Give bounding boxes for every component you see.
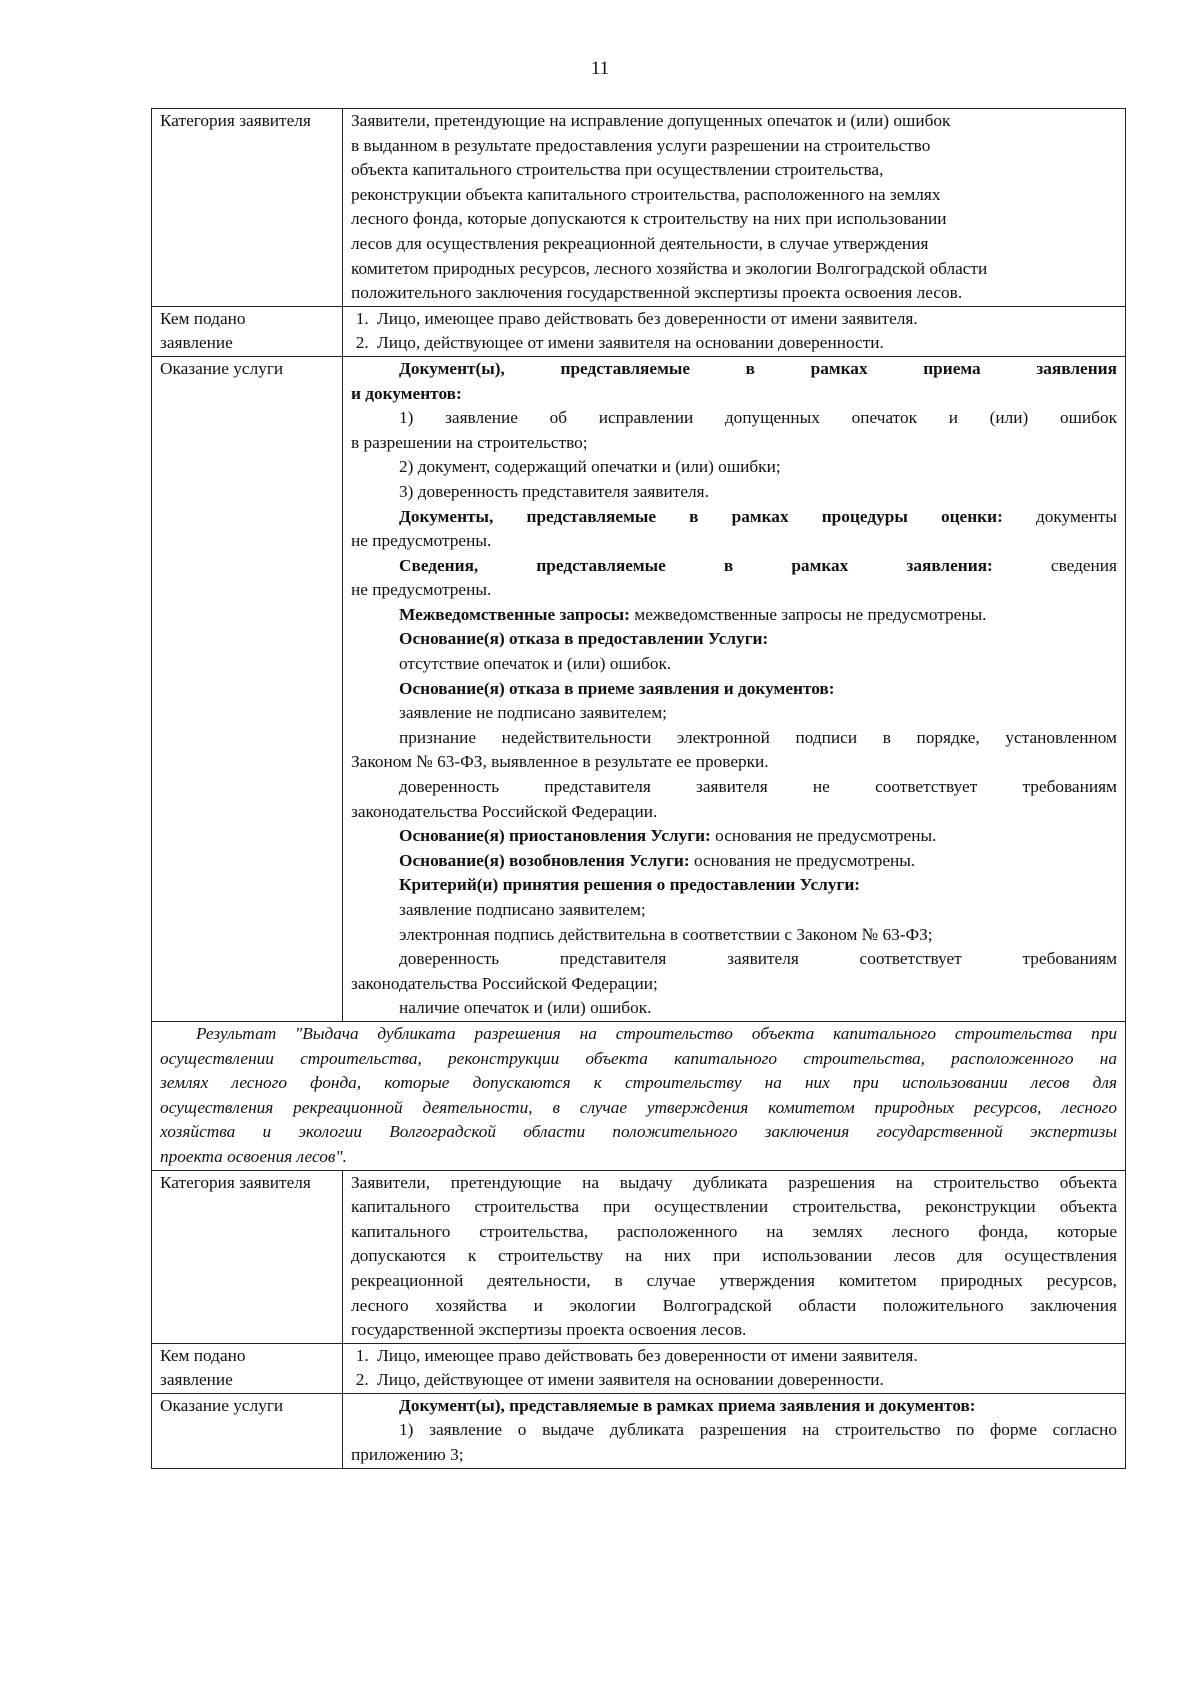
result-line: осуществлении строительства, реконструкции объекта капитального строительства, расположенного на	[160, 1048, 1117, 1068]
text-line: Заявители, претендующие на выдачу дубликата разрешения на строительство объекта	[351, 1172, 1117, 1192]
interdept-line	[351, 603, 1117, 628]
text-line: лесов для осуществления рекреационной деятельности, в случае утверждения	[351, 233, 929, 253]
page-number: 11	[590, 58, 610, 79]
category-text	[343, 109, 1126, 307]
info-text-cont: не предусмотрены.	[351, 580, 492, 600]
submitter-ol	[351, 1344, 1117, 1393]
suspend-text: основания не предусмотрены.	[715, 826, 937, 846]
interdept-heading: Межведомственные запросы:	[399, 604, 630, 624]
result-line: осуществления рекреационной деятельности, в случае утверждения комитетом природных ресурсов, лесного	[160, 1097, 1117, 1117]
refusal-accept-item-cont: Законом № 63-ФЗ, выявленное в результате ее проверки.	[351, 752, 769, 772]
refusal-accept-item: заявление не подписано заявителем;	[399, 703, 667, 723]
list-item: 1. Лицо, имеющее право действовать без доверенности от имени заявителя.	[373, 307, 1117, 332]
table-row	[152, 109, 1126, 307]
label-line: Кем подано	[160, 1345, 246, 1365]
table-row	[152, 1343, 1126, 1393]
refusal-service-heading: Основание(я) отказа в предоставлении Услуги:	[399, 629, 769, 649]
table-row	[152, 1170, 1126, 1343]
result-line: Результат "Выдача дубликата разрешения на строительство объекта капитального строительства при	[196, 1023, 1117, 1043]
doc-item: 1) заявление об исправлении допущенных опечаток и (или) ошибок	[399, 408, 1117, 428]
text-line: капитального строительства, расположенного на землях лесного фонда, которые	[351, 1221, 1117, 1241]
result-line: землях лесного фонда, которые допускаются к строительству на них при использовании лесов для	[160, 1073, 1117, 1093]
eval-line	[351, 505, 1117, 530]
criteria-item: доверенность представителя заявителя соответствует требованиям	[399, 949, 1117, 969]
submitter-list	[343, 1343, 1126, 1393]
eval-heading: Документы, представляемые в рамках процедуры оценки:	[399, 506, 1003, 526]
doc-item-cont: приложению 3;	[351, 1445, 464, 1465]
criteria-item: электронная подпись действительна в соответствии с Законом № 63-ФЗ;	[399, 924, 933, 944]
text-line: Заявители, претендующие на исправление допущенных опечаток и (или) ошибок	[351, 111, 951, 130]
doc-item-cont: в разрешении на строительство;	[351, 432, 588, 452]
text-line: в выданном в результате предоставления услуги разрешении на строительство	[351, 135, 931, 155]
criteria-heading: Критерий(и) принятия решения о предоставлении Услуги:	[399, 875, 861, 895]
criteria-item-cont: законодательства Российской Федерации;	[351, 973, 658, 993]
resume-text: основания не предусмотрены.	[693, 850, 916, 870]
text-line: допускаются к строительству на них при использовании лесов для осуществления	[351, 1246, 1117, 1266]
interdept-text: межведомственные запросы не предусмотрены.	[634, 604, 987, 624]
eval-text-cont: не предусмотрены.	[351, 531, 492, 551]
criteria-item: наличие опечаток и (или) ошибок.	[399, 998, 652, 1018]
submitter-list	[343, 306, 1126, 356]
criteria-item: заявление подписано заявителем;	[399, 900, 646, 919]
result-heading	[152, 1021, 1126, 1170]
info-text: сведения	[1050, 555, 1117, 575]
refusal-service-item: отсутствие опечаток и (или) ошибок.	[399, 654, 672, 674]
text-line: реконструкции объекта капитального строительства, расположенного на землях	[351, 184, 941, 204]
result-line: проекта освоения лесов".	[160, 1146, 347, 1166]
label-line: заявление	[160, 1370, 233, 1390]
refusal-accept-heading: Основание(я) отказа в приеме заявления и документов:	[399, 678, 835, 698]
resume-line	[351, 849, 1117, 874]
text-line: комитетом природных ресурсов, лесного хозяйства и экологии Волгоградской области	[351, 258, 988, 278]
table-row	[152, 306, 1126, 356]
service-label: Оказание услуги	[152, 356, 343, 1021]
info-heading: Сведения, представляемые в рамках заявления:	[399, 555, 993, 575]
doc-item: 1) заявление о выдаче дубликата разрешения на строительство по форме согласно	[399, 1420, 1117, 1440]
text-line: объекта капитального строительства при осуществлении строительства,	[351, 160, 884, 180]
eval-text: документы	[1035, 506, 1117, 526]
text-line: лесного фонда, которые допускаются к строительству на них при использовании	[351, 209, 947, 229]
table-row	[152, 356, 1126, 1021]
service-text	[343, 1393, 1126, 1468]
result-line: хозяйства и экологии Волгоградской области положительного заключения государственной экспертизы	[160, 1122, 1117, 1142]
text-line: государственной экспертизы проекта освоения лесов.	[351, 1320, 747, 1340]
service-label: Оказание услуги	[152, 1393, 343, 1468]
label-line: Кем подано	[160, 308, 246, 328]
services-table	[151, 108, 1126, 1469]
suspend-heading: Основание(я) приостановления Услуги:	[399, 826, 711, 846]
refusal-accept-item-cont: законодательства Российской Федерации.	[351, 801, 658, 821]
submitter-label	[152, 306, 343, 356]
text-line: положительного заключения государственной экспертизы проекта освоения лесов.	[351, 283, 963, 303]
category-text	[343, 1170, 1126, 1343]
refusal-accept-item: признание недействительности электронной подписи в порядке, установленном	[399, 727, 1117, 747]
table-row	[152, 1021, 1126, 1170]
submitter-label	[152, 1343, 343, 1393]
docs-heading: Документ(ы), представляемые в рамках приема заявления	[399, 358, 1117, 378]
suspend-line	[351, 824, 1117, 849]
resume-heading: Основание(я) возобновления Услуги:	[399, 850, 690, 870]
category-label: Категория заявителя	[152, 109, 343, 307]
table-row	[152, 1393, 1126, 1468]
refusal-accept-item: доверенность представителя заявителя не соответствует требованиям	[399, 777, 1117, 797]
docs-heading-cont: и документов:	[351, 383, 462, 403]
list-item: 1. Лицо, имеющее право действовать без доверенности от имени заявителя.	[373, 1344, 1117, 1369]
list-item: 2. Лицо, действующее от имени заявителя на основании доверенности.	[373, 1368, 1117, 1393]
doc-item: 2) документ, содержащий опечатки и (или) ошибки;	[399, 457, 781, 477]
text-line: капитального строительства при осуществлении строительства, реконструкции объекта	[351, 1197, 1117, 1217]
service-text	[343, 356, 1126, 1021]
category-label: Категория заявителя	[152, 1170, 343, 1343]
label-line: заявление	[160, 333, 233, 353]
docs-heading: Документ(ы), представляемые в рамках приема заявления и документов:	[399, 1395, 976, 1415]
list-item: 2. Лицо, действующее от имени заявителя на основании доверенности.	[373, 331, 1117, 356]
doc-item: 3) доверенность представителя заявителя.	[399, 481, 709, 501]
submitter-ol	[351, 307, 1117, 356]
text-line: лесного хозяйства и экологии Волгоградской области положительного заключения	[351, 1295, 1117, 1315]
text-line: рекреационной деятельности, в случае утверждения комитетом природных ресурсов,	[351, 1270, 1117, 1290]
info-line	[351, 554, 1117, 579]
